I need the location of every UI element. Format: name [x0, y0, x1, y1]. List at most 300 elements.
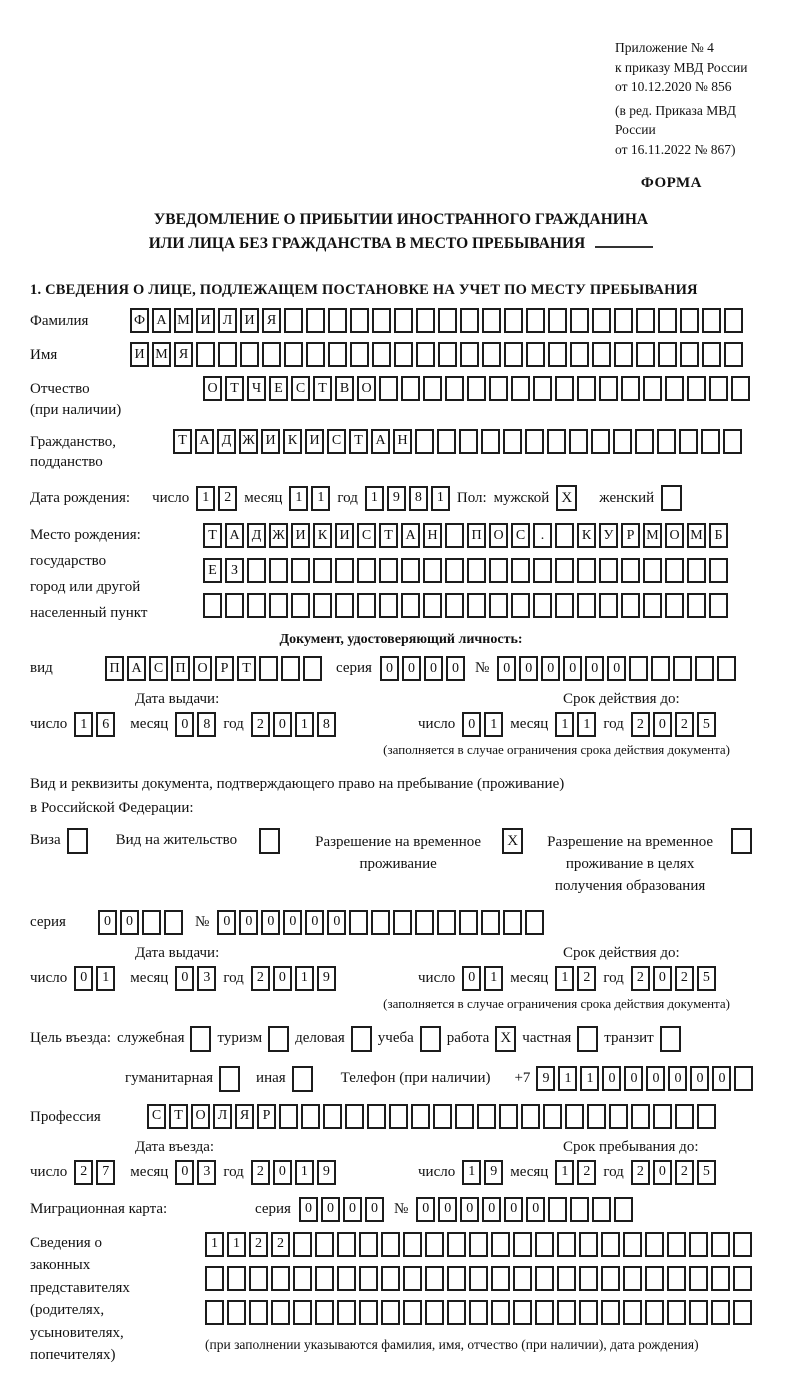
form-cell[interactable]: 2 [631, 712, 650, 737]
form-cell[interactable] [557, 1300, 576, 1325]
form-cell[interactable] [665, 376, 684, 401]
form-cell[interactable]: 2 [675, 712, 694, 737]
form-cell[interactable]: 3 [197, 966, 216, 991]
form-cell[interactable]: 0 [504, 1197, 523, 1222]
form-cell[interactable] [525, 429, 544, 454]
form-cell[interactable] [697, 1104, 716, 1129]
form-cell[interactable] [579, 1266, 598, 1291]
form-cell[interactable]: 2 [675, 1160, 694, 1185]
form-cell[interactable] [291, 558, 310, 583]
form-cell[interactable] [315, 1300, 334, 1325]
form-cell[interactable]: А [127, 656, 146, 681]
form-cell[interactable]: К [313, 523, 332, 548]
form-cell[interactable] [689, 1232, 708, 1257]
form-cell[interactable] [279, 1104, 298, 1129]
form-cell[interactable]: 9 [484, 1160, 503, 1185]
form-cell[interactable] [613, 429, 632, 454]
purpose-transit-checkbox[interactable] [660, 1026, 681, 1052]
female-checkbox[interactable] [661, 485, 682, 511]
form-cell[interactable]: 1 [227, 1232, 246, 1257]
form-cell[interactable] [315, 1266, 334, 1291]
form-cell[interactable] [667, 1266, 686, 1291]
form-cell[interactable]: 0 [365, 1197, 384, 1222]
form-cell[interactable] [570, 1197, 589, 1222]
form-cell[interactable]: С [511, 523, 530, 548]
form-cell[interactable] [565, 1104, 584, 1129]
form-cell[interactable]: А [195, 429, 214, 454]
form-cell[interactable] [335, 558, 354, 583]
form-cell[interactable] [469, 1232, 488, 1257]
form-cell[interactable] [281, 656, 300, 681]
purpose-private-checkbox[interactable] [577, 1026, 598, 1052]
form-cell[interactable]: 0 [462, 712, 481, 737]
form-cell[interactable]: 0 [175, 712, 194, 737]
form-cell[interactable] [350, 308, 369, 333]
form-cell[interactable]: 2 [271, 1232, 290, 1257]
form-cell[interactable] [675, 1104, 694, 1129]
form-cell[interactable] [702, 342, 721, 367]
form-cell[interactable] [687, 558, 706, 583]
form-cell[interactable] [203, 593, 222, 618]
form-cell[interactable] [711, 1232, 730, 1257]
form-cell[interactable] [438, 308, 457, 333]
form-cell[interactable] [579, 1232, 598, 1257]
form-cell[interactable]: 0 [668, 1066, 687, 1091]
form-cell[interactable]: У [599, 523, 618, 548]
form-cell[interactable]: 0 [74, 966, 93, 991]
form-cell[interactable] [205, 1266, 224, 1291]
form-cell[interactable] [643, 593, 662, 618]
form-cell[interactable] [636, 342, 655, 367]
form-cell[interactable] [403, 1232, 422, 1257]
male-checkbox[interactable]: X [556, 485, 577, 511]
form-cell[interactable] [284, 308, 303, 333]
form-cell[interactable] [645, 1300, 664, 1325]
form-cell[interactable] [491, 1232, 510, 1257]
form-cell[interactable] [438, 342, 457, 367]
form-cell[interactable]: О [203, 376, 222, 401]
form-cell[interactable]: 5 [697, 712, 716, 737]
form-cell[interactable] [269, 558, 288, 583]
form-cell[interactable] [423, 558, 442, 583]
form-cell[interactable] [379, 593, 398, 618]
form-cell[interactable]: 0 [526, 1197, 545, 1222]
form-cell[interactable] [337, 1266, 356, 1291]
form-cell[interactable]: 0 [446, 656, 465, 681]
form-cell[interactable]: 0 [327, 910, 346, 935]
form-cell[interactable]: 1 [484, 712, 503, 737]
form-cell[interactable]: 0 [438, 1197, 457, 1222]
form-cell[interactable] [416, 308, 435, 333]
form-cell[interactable] [313, 558, 332, 583]
form-cell[interactable]: В [335, 376, 354, 401]
form-cell[interactable] [249, 1266, 268, 1291]
form-cell[interactable]: И [240, 308, 259, 333]
form-cell[interactable] [599, 593, 618, 618]
form-cell[interactable] [667, 1232, 686, 1257]
form-cell[interactable]: 2 [249, 1232, 268, 1257]
form-cell[interactable]: Т [169, 1104, 188, 1129]
form-cell[interactable] [247, 558, 266, 583]
form-cell[interactable]: П [467, 523, 486, 548]
form-cell[interactable] [525, 910, 544, 935]
form-cell[interactable]: О [357, 376, 376, 401]
form-cell[interactable] [367, 1104, 386, 1129]
form-cell[interactable]: 0 [424, 656, 443, 681]
form-cell[interactable]: Ж [239, 429, 258, 454]
form-cell[interactable] [381, 1232, 400, 1257]
form-cell[interactable]: 0 [462, 966, 481, 991]
form-cell[interactable] [359, 1266, 378, 1291]
form-cell[interactable]: 1 [96, 966, 115, 991]
temp-residence-education-checkbox[interactable] [731, 828, 752, 854]
form-cell[interactable]: 1 [558, 1066, 577, 1091]
form-cell[interactable]: И [130, 342, 149, 367]
form-cell[interactable]: Я [235, 1104, 254, 1129]
form-cell[interactable] [459, 429, 478, 454]
form-cell[interactable]: Л [213, 1104, 232, 1129]
form-cell[interactable] [535, 1300, 554, 1325]
form-cell[interactable] [437, 910, 456, 935]
form-cell[interactable]: 0 [343, 1197, 362, 1222]
form-cell[interactable] [680, 308, 699, 333]
form-cell[interactable] [445, 558, 464, 583]
form-cell[interactable] [570, 308, 589, 333]
form-cell[interactable] [599, 558, 618, 583]
form-cell[interactable]: 0 [273, 966, 292, 991]
form-cell[interactable]: С [147, 1104, 166, 1129]
form-cell[interactable] [723, 429, 742, 454]
form-cell[interactable] [394, 342, 413, 367]
purpose-study-checkbox[interactable] [420, 1026, 441, 1052]
form-cell[interactable]: Р [257, 1104, 276, 1129]
form-cell[interactable] [673, 656, 692, 681]
form-cell[interactable] [658, 342, 677, 367]
form-cell[interactable] [482, 342, 501, 367]
form-cell[interactable] [205, 1300, 224, 1325]
form-cell[interactable] [401, 593, 420, 618]
form-cell[interactable]: М [152, 342, 171, 367]
form-cell[interactable]: С [327, 429, 346, 454]
form-cell[interactable]: 0 [497, 656, 516, 681]
form-cell[interactable] [271, 1266, 290, 1291]
form-cell[interactable]: Р [215, 656, 234, 681]
form-cell[interactable]: 5 [697, 966, 716, 991]
form-cell[interactable]: 1 [74, 712, 93, 737]
form-cell[interactable] [411, 1104, 430, 1129]
form-cell[interactable]: И [335, 523, 354, 548]
form-cell[interactable] [323, 1104, 342, 1129]
form-cell[interactable]: 2 [251, 966, 270, 991]
form-cell[interactable] [467, 558, 486, 583]
form-cell[interactable] [711, 1266, 730, 1291]
form-cell[interactable]: 0 [482, 1197, 501, 1222]
form-cell[interactable]: 0 [175, 966, 194, 991]
form-cell[interactable] [599, 376, 618, 401]
form-cell[interactable]: С [149, 656, 168, 681]
form-cell[interactable] [218, 342, 237, 367]
form-cell[interactable] [469, 1266, 488, 1291]
form-cell[interactable] [577, 593, 596, 618]
form-cell[interactable] [513, 1232, 532, 1257]
form-cell[interactable] [415, 429, 434, 454]
form-cell[interactable]: Т [203, 523, 222, 548]
form-cell[interactable]: 0 [416, 1197, 435, 1222]
form-cell[interactable]: 0 [175, 1160, 194, 1185]
form-cell[interactable]: 0 [261, 910, 280, 935]
form-cell[interactable]: 1 [555, 1160, 574, 1185]
form-cell[interactable] [489, 593, 508, 618]
form-cell[interactable] [335, 593, 354, 618]
form-cell[interactable] [702, 308, 721, 333]
form-cell[interactable]: Т [313, 376, 332, 401]
form-cell[interactable] [460, 308, 479, 333]
purpose-humanitarian-checkbox[interactable] [219, 1066, 240, 1092]
form-cell[interactable]: 0 [321, 1197, 340, 1222]
form-cell[interactable]: Н [423, 523, 442, 548]
form-cell[interactable]: М [174, 308, 193, 333]
form-cell[interactable] [592, 342, 611, 367]
form-cell[interactable] [555, 593, 574, 618]
form-cell[interactable] [503, 910, 522, 935]
form-cell[interactable] [577, 376, 596, 401]
form-cell[interactable]: 1 [295, 712, 314, 737]
form-cell[interactable] [445, 376, 464, 401]
form-cell[interactable] [489, 558, 508, 583]
form-cell[interactable] [349, 910, 368, 935]
form-cell[interactable]: Л [218, 308, 237, 333]
form-cell[interactable] [225, 593, 244, 618]
form-cell[interactable] [437, 429, 456, 454]
form-cell[interactable] [543, 1104, 562, 1129]
form-cell[interactable] [447, 1300, 466, 1325]
form-cell[interactable] [645, 1266, 664, 1291]
form-cell[interactable] [547, 429, 566, 454]
form-cell[interactable] [455, 1104, 474, 1129]
form-cell[interactable] [389, 1104, 408, 1129]
form-cell[interactable]: З [225, 558, 244, 583]
form-cell[interactable] [621, 558, 640, 583]
form-cell[interactable] [667, 1300, 686, 1325]
form-cell[interactable]: . [533, 523, 552, 548]
form-cell[interactable]: 2 [675, 966, 694, 991]
form-cell[interactable] [711, 1300, 730, 1325]
form-cell[interactable] [629, 656, 648, 681]
form-cell[interactable] [291, 593, 310, 618]
form-cell[interactable] [445, 593, 464, 618]
form-cell[interactable] [350, 342, 369, 367]
form-cell[interactable]: 2 [74, 1160, 93, 1185]
form-cell[interactable]: 1 [205, 1232, 224, 1257]
form-cell[interactable]: Н [393, 429, 412, 454]
form-cell[interactable]: П [171, 656, 190, 681]
form-cell[interactable]: М [687, 523, 706, 548]
form-cell[interactable] [164, 910, 183, 935]
purpose-other-checkbox[interactable] [292, 1066, 313, 1092]
form-cell[interactable]: 1 [462, 1160, 481, 1185]
form-cell[interactable]: С [357, 523, 376, 548]
form-cell[interactable]: Д [217, 429, 236, 454]
form-cell[interactable] [357, 593, 376, 618]
form-cell[interactable]: Т [237, 656, 256, 681]
form-cell[interactable] [657, 429, 676, 454]
form-cell[interactable] [621, 593, 640, 618]
form-cell[interactable]: 0 [712, 1066, 731, 1091]
form-cell[interactable]: О [191, 1104, 210, 1129]
form-cell[interactable] [467, 376, 486, 401]
form-cell[interactable] [315, 1232, 334, 1257]
form-cell[interactable] [425, 1232, 444, 1257]
form-cell[interactable] [481, 910, 500, 935]
form-cell[interactable]: 7 [96, 1160, 115, 1185]
form-cell[interactable] [240, 342, 259, 367]
form-cell[interactable] [513, 1266, 532, 1291]
form-cell[interactable]: 0 [607, 656, 626, 681]
form-cell[interactable] [535, 1232, 554, 1257]
form-cell[interactable]: 0 [380, 656, 399, 681]
form-cell[interactable] [635, 429, 654, 454]
form-cell[interactable] [623, 1266, 642, 1291]
form-cell[interactable] [433, 1104, 452, 1129]
form-cell[interactable] [643, 376, 662, 401]
form-cell[interactable] [601, 1232, 620, 1257]
form-cell[interactable] [423, 593, 442, 618]
form-cell[interactable] [709, 593, 728, 618]
form-cell[interactable] [379, 376, 398, 401]
form-cell[interactable]: 9 [536, 1066, 555, 1091]
form-cell[interactable] [482, 308, 501, 333]
form-cell[interactable] [415, 910, 434, 935]
form-cell[interactable] [401, 376, 420, 401]
form-cell[interactable] [393, 910, 412, 935]
form-cell[interactable] [416, 342, 435, 367]
form-cell[interactable]: К [577, 523, 596, 548]
form-cell[interactable] [303, 656, 322, 681]
form-cell[interactable]: А [401, 523, 420, 548]
form-cell[interactable] [734, 1066, 753, 1091]
form-cell[interactable] [504, 308, 523, 333]
form-cell[interactable]: 2 [631, 1160, 650, 1185]
form-cell[interactable] [477, 1104, 496, 1129]
form-cell[interactable]: 0 [585, 656, 604, 681]
form-cell[interactable]: К [283, 429, 302, 454]
form-cell[interactable] [535, 1266, 554, 1291]
form-cell[interactable] [731, 376, 750, 401]
form-cell[interactable]: 0 [563, 656, 582, 681]
form-cell[interactable] [337, 1300, 356, 1325]
form-cell[interactable] [679, 429, 698, 454]
form-cell[interactable] [460, 342, 479, 367]
form-cell[interactable]: Р [621, 523, 640, 548]
form-cell[interactable] [511, 593, 530, 618]
form-cell[interactable]: И [261, 429, 280, 454]
form-cell[interactable] [503, 429, 522, 454]
form-cell[interactable] [284, 342, 303, 367]
form-cell[interactable] [447, 1266, 466, 1291]
form-cell[interactable] [592, 308, 611, 333]
form-cell[interactable]: 0 [402, 656, 421, 681]
form-cell[interactable] [403, 1266, 422, 1291]
form-cell[interactable] [614, 1197, 633, 1222]
form-cell[interactable]: Т [173, 429, 192, 454]
form-cell[interactable]: О [665, 523, 684, 548]
form-cell[interactable] [425, 1300, 444, 1325]
form-cell[interactable]: 0 [239, 910, 258, 935]
visa-checkbox[interactable] [67, 828, 88, 854]
form-cell[interactable] [227, 1300, 246, 1325]
form-cell[interactable] [394, 308, 413, 333]
form-cell[interactable] [587, 1104, 606, 1129]
form-cell[interactable] [293, 1266, 312, 1291]
form-cell[interactable]: И [291, 523, 310, 548]
form-cell[interactable]: 6 [96, 712, 115, 737]
form-cell[interactable] [425, 1266, 444, 1291]
form-cell[interactable]: 1 [311, 486, 330, 511]
form-cell[interactable] [717, 656, 736, 681]
form-cell[interactable] [227, 1266, 246, 1291]
form-cell[interactable]: Е [203, 558, 222, 583]
form-cell[interactable]: И [305, 429, 324, 454]
form-cell[interactable] [247, 593, 266, 618]
form-cell[interactable]: Е [269, 376, 288, 401]
form-cell[interactable]: Ч [247, 376, 266, 401]
purpose-business-checkbox[interactable] [351, 1026, 372, 1052]
form-cell[interactable] [733, 1300, 752, 1325]
form-cell[interactable]: 3 [197, 1160, 216, 1185]
form-cell[interactable]: 9 [317, 966, 336, 991]
form-cell[interactable]: 9 [317, 1160, 336, 1185]
form-cell[interactable]: Б [709, 523, 728, 548]
form-cell[interactable] [533, 558, 552, 583]
form-cell[interactable]: 8 [197, 712, 216, 737]
form-cell[interactable] [695, 656, 714, 681]
form-cell[interactable] [447, 1232, 466, 1257]
form-cell[interactable]: 2 [631, 966, 650, 991]
form-cell[interactable]: А [371, 429, 390, 454]
form-cell[interactable] [504, 342, 523, 367]
form-cell[interactable]: 1 [289, 486, 308, 511]
form-cell[interactable] [724, 308, 743, 333]
form-cell[interactable] [623, 1300, 642, 1325]
form-cell[interactable] [357, 558, 376, 583]
form-cell[interactable] [328, 342, 347, 367]
form-cell[interactable]: 0 [541, 656, 560, 681]
form-cell[interactable]: Ж [269, 523, 288, 548]
form-cell[interactable] [301, 1104, 320, 1129]
form-cell[interactable] [733, 1266, 752, 1291]
form-cell[interactable]: Т [225, 376, 244, 401]
form-cell[interactable]: 9 [387, 486, 406, 511]
form-cell[interactable] [511, 376, 530, 401]
form-cell[interactable] [259, 656, 278, 681]
form-cell[interactable] [701, 429, 720, 454]
form-cell[interactable] [293, 1232, 312, 1257]
form-cell[interactable]: 0 [653, 966, 672, 991]
form-cell[interactable] [381, 1300, 400, 1325]
form-cell[interactable]: 1 [295, 1160, 314, 1185]
form-cell[interactable] [381, 1266, 400, 1291]
form-cell[interactable]: Я [262, 308, 281, 333]
form-cell[interactable]: Ф [130, 308, 149, 333]
form-cell[interactable] [689, 1266, 708, 1291]
form-cell[interactable]: 5 [697, 1160, 716, 1185]
form-cell[interactable]: 0 [653, 712, 672, 737]
form-cell[interactable] [680, 342, 699, 367]
form-cell[interactable]: 0 [653, 1160, 672, 1185]
form-cell[interactable]: 2 [577, 966, 596, 991]
form-cell[interactable] [467, 593, 486, 618]
form-cell[interactable]: 2 [251, 712, 270, 737]
